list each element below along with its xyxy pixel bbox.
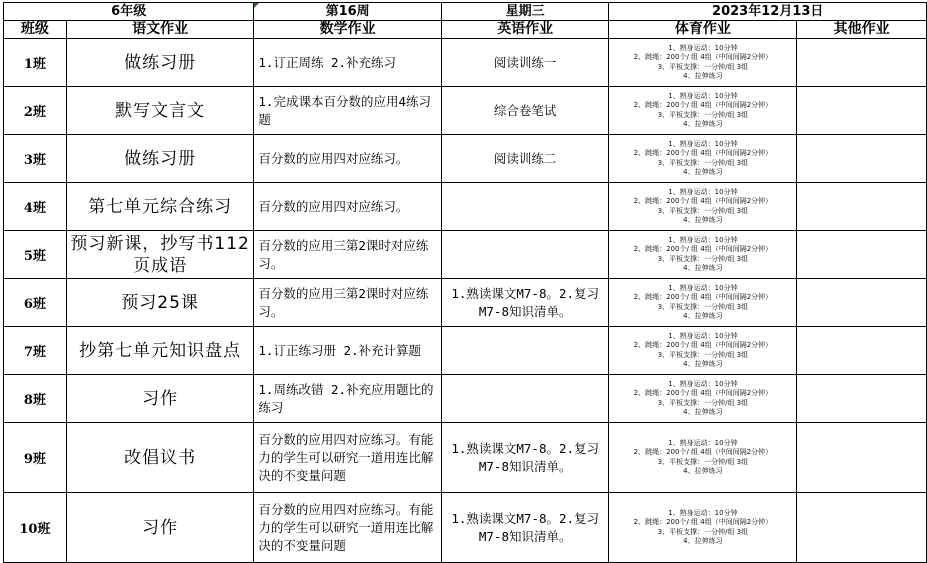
table-row bbox=[4, 183, 927, 231]
english-homework-cell bbox=[441, 183, 609, 231]
other-homework-cell bbox=[797, 423, 927, 493]
table-row bbox=[4, 327, 927, 375]
other-homework-cell bbox=[797, 279, 927, 327]
other-homework-cell bbox=[797, 135, 927, 183]
class-cell: 7班 bbox=[4, 327, 67, 375]
chinese-homework-cell: 习作 bbox=[66, 493, 254, 563]
chinese-homework-cell: 第七单元综合练习 bbox=[66, 183, 254, 231]
other-homework-cell bbox=[797, 231, 927, 279]
column-header: 其他作业 bbox=[797, 21, 927, 39]
pe-homework-cell: 1、熟身运动：10分钟 2、跳绳：200个/ 组 4组（中间间隔2分钟） 3、平板支撑：一分钟/组 3组 4、拉伸练习 bbox=[609, 231, 797, 279]
chinese-homework-cell: 做练习册 bbox=[66, 39, 254, 87]
pe-homework-cell: 1、熟身运动：10分钟 2、跳绳：200个/ 组 4组（中间间隔2分钟） 3、平板支撑：一分钟/组 3组 4、拉伸练习 bbox=[609, 423, 797, 493]
chinese-homework-cell: 默写文言文 bbox=[66, 87, 254, 135]
english-homework-cell bbox=[441, 375, 609, 423]
pe-homework-cell: 1、熟身运动：10分钟 2、跳绳：200个/ 组 4组（中间间隔2分钟） 3、平板支撑：一分钟/组 3组 4、拉伸练习 bbox=[609, 39, 797, 87]
chinese-homework-cell: 抄第七单元知识盘点 bbox=[66, 327, 254, 375]
grade-cell: 6年级 bbox=[4, 3, 254, 21]
english-homework-cell bbox=[441, 327, 609, 375]
math-homework-cell: 百分数的应用四对应练习。有能力的学生可以研究一道用连比解决的不变量问题 bbox=[254, 423, 442, 493]
column-header: 英语作业 bbox=[441, 21, 609, 39]
english-homework-cell bbox=[441, 231, 609, 279]
math-homework-cell: 百分数的应用三第2课时对应练习。 bbox=[254, 231, 442, 279]
class-cell: 4班 bbox=[4, 183, 67, 231]
math-homework-cell: 1.订正练习册 2.补充计算题 bbox=[254, 327, 442, 375]
cell-marker-icon bbox=[254, 3, 259, 8]
pe-homework-cell: 1、熟身运动：10分钟 2、跳绳：200个/ 组 4组（中间间隔2分钟） 3、平板支撑：一分钟/组 3组 4、拉伸练习 bbox=[609, 135, 797, 183]
english-homework-cell: 1.熟读课文M7-8。2.复习M7-8知识清单。 bbox=[441, 423, 609, 493]
english-homework-cell: 1.熟读课文M7-8。2.复习M7-8知识清单。 bbox=[441, 493, 609, 563]
pe-homework-cell: 1、熟身运动：10分钟 2、跳绳：200个/ 组 4组（中间间隔2分钟） 3、平板支撑：一分钟/组 3组 4、拉伸练习 bbox=[609, 493, 797, 563]
other-homework-cell bbox=[797, 39, 927, 87]
column-header: 体育作业 bbox=[609, 21, 797, 39]
math-homework-cell: 1.订正周练 2.补充练习 bbox=[254, 39, 442, 87]
table-row bbox=[4, 87, 927, 135]
other-homework-cell bbox=[797, 183, 927, 231]
class-cell: 10班 bbox=[4, 493, 67, 563]
other-homework-cell bbox=[797, 375, 927, 423]
math-homework-cell: 1.完成课本百分数的应用4练习题 bbox=[254, 87, 442, 135]
pe-homework-cell: 1、熟身运动：10分钟 2、跳绳：200个/ 组 4组（中间间隔2分钟） 3、平板支撑：一分钟/组 3组 4、拉伸练习 bbox=[609, 279, 797, 327]
other-homework-cell bbox=[797, 87, 927, 135]
date-cell: 2023年12月13日 bbox=[609, 3, 927, 21]
chinese-homework-cell: 预习25课 bbox=[66, 279, 254, 327]
math-homework-cell: 1.周练改错 2.补充应用题比的练习 bbox=[254, 375, 442, 423]
class-cell: 1班 bbox=[4, 39, 67, 87]
class-cell: 6班 bbox=[4, 279, 67, 327]
other-homework-cell bbox=[797, 493, 927, 563]
title-row bbox=[4, 3, 927, 21]
table-row bbox=[4, 231, 927, 279]
column-header: 语文作业 bbox=[66, 21, 254, 39]
class-cell: 9班 bbox=[4, 423, 67, 493]
pe-homework-cell: 1、熟身运动：10分钟 2、跳绳：200个/ 组 4组（中间间隔2分钟） 3、平板支撑：一分钟/组 3组 4、拉伸练习 bbox=[609, 183, 797, 231]
english-homework-cell: 阅读训练二 bbox=[441, 135, 609, 183]
english-homework-cell: 阅读训练一 bbox=[441, 39, 609, 87]
class-cell: 2班 bbox=[4, 87, 67, 135]
class-cell: 5班 bbox=[4, 231, 67, 279]
homework-table bbox=[3, 2, 927, 563]
math-homework-cell: 百分数的应用四对应练习。 bbox=[254, 135, 442, 183]
other-homework-cell bbox=[797, 327, 927, 375]
table-row bbox=[4, 279, 927, 327]
pe-homework-cell: 1、熟身运动：10分钟 2、跳绳：200个/ 组 4组（中间间隔2分钟） 3、平板支撑：一分钟/组 3组 4、拉伸练习 bbox=[609, 375, 797, 423]
column-header: 班级 bbox=[4, 21, 67, 39]
table-row bbox=[4, 375, 927, 423]
chinese-homework-cell: 预习新课，抄写书112页成语 bbox=[66, 231, 254, 279]
header-row bbox=[4, 21, 927, 39]
table-row bbox=[4, 423, 927, 493]
english-homework-cell: 综合卷笔试 bbox=[441, 87, 609, 135]
english-homework-cell: 1.熟读课文M7-8。2.复习M7-8知识清单。 bbox=[441, 279, 609, 327]
pe-homework-cell: 1、熟身运动：10分钟 2、跳绳：200个/ 组 4组（中间间隔2分钟） 3、平板支撑：一分钟/组 3组 4、拉伸练习 bbox=[609, 327, 797, 375]
weekday-cell: 星期三 bbox=[441, 3, 609, 21]
math-homework-cell: 百分数的应用三第2课时对应练习。 bbox=[254, 279, 442, 327]
week-label: 第16周 bbox=[325, 4, 370, 19]
table-row bbox=[4, 135, 927, 183]
chinese-homework-cell: 改倡议书 bbox=[66, 423, 254, 493]
class-cell: 3班 bbox=[4, 135, 67, 183]
table-row bbox=[4, 39, 927, 87]
math-homework-cell: 百分数的应用四对应练习。有能力的学生可以研究一道用连比解决的不变量问题 bbox=[254, 493, 442, 563]
class-cell: 8班 bbox=[4, 375, 67, 423]
pe-homework-cell: 1、熟身运动：10分钟 2、跳绳：200个/ 组 4组（中间间隔2分钟） 3、平板支撑：一分钟/组 3组 4、拉伸练习 bbox=[609, 87, 797, 135]
column-header: 数学作业 bbox=[254, 21, 442, 39]
week-cell bbox=[254, 3, 442, 21]
table-row bbox=[4, 493, 927, 563]
chinese-homework-cell: 做练习册 bbox=[66, 135, 254, 183]
math-homework-cell: 百分数的应用四对应练习。 bbox=[254, 183, 442, 231]
chinese-homework-cell: 习作 bbox=[66, 375, 254, 423]
